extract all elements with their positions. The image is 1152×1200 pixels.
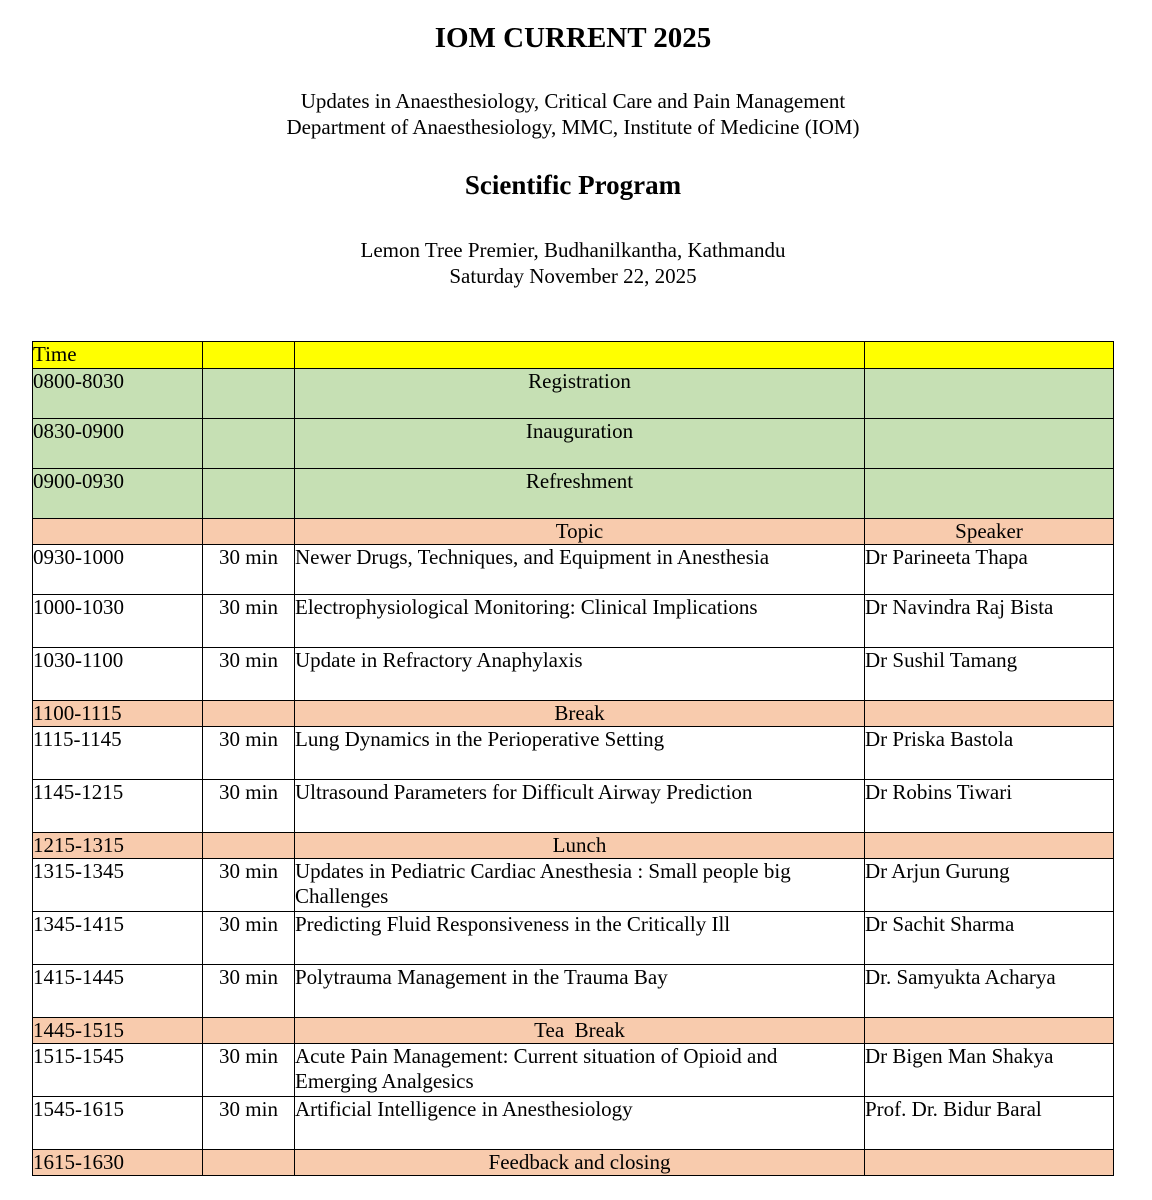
speaker-cell: Dr Priska Bastola xyxy=(865,727,1114,780)
topic-cell: Update in Refractory Anaphylaxis xyxy=(295,648,865,701)
table-row xyxy=(33,1097,1114,1150)
topic-cell: Polytrauma Management in the Trauma Bay xyxy=(295,965,865,1018)
time-cell: 1100-1115 xyxy=(33,701,203,727)
lunch-row xyxy=(33,833,1114,859)
table-row xyxy=(33,859,1114,912)
speaker-cell: Dr Sushil Tamang xyxy=(865,648,1114,701)
topic-speaker-header-row xyxy=(33,519,1114,545)
time-cell: 1415-1445 xyxy=(33,965,203,1018)
speaker-cell: Dr Parineeta Thapa xyxy=(865,545,1114,595)
subtitle: Updates in Anaesthesiology, Critical Care and Pain Management xyxy=(300,89,846,113)
time-cell: 0800-8030 xyxy=(33,369,203,419)
time-cell: 0930-1000 xyxy=(33,545,203,595)
time-cell: 1030-1100 xyxy=(33,648,203,701)
duration-cell: 30 min xyxy=(203,648,295,701)
table-row xyxy=(33,469,1114,519)
duration-cell: 30 min xyxy=(203,859,295,912)
speaker-cell: Dr Arjun Gurung xyxy=(865,859,1114,912)
program-title: Scientific Program xyxy=(464,170,682,200)
table-row xyxy=(33,419,1114,469)
speaker-cell: Dr Navindra Raj Bista xyxy=(865,595,1114,648)
department-line: Department of Anaesthesiology, MMC, Institute of Medicine (IOM) xyxy=(286,115,860,139)
table-row xyxy=(33,1044,1114,1097)
event-cell: Registration xyxy=(295,369,865,419)
topic-cell: Updates in Pediatric Cardiac Anesthesia : Small people big Challenges xyxy=(295,859,865,912)
topic-cell: Electrophysiological Monitoring: Clinical Implications xyxy=(295,595,865,648)
time-cell: 1215-1315 xyxy=(33,833,203,859)
time-cell: 1000-1030 xyxy=(33,595,203,648)
table-row xyxy=(33,780,1114,833)
event-cell: Inauguration xyxy=(295,419,865,469)
speaker-cell: Dr Robins Tiwari xyxy=(865,780,1114,833)
duration-cell: 30 min xyxy=(203,595,295,648)
event-cell: Feedback and closing xyxy=(295,1150,865,1176)
tea-break-row xyxy=(33,1018,1114,1044)
time-cell: 1615-1630 xyxy=(33,1150,203,1176)
speaker-cell: Prof. Dr. Bidur Baral xyxy=(865,1097,1114,1150)
time-cell: 0900-0930 xyxy=(33,469,203,519)
duration-cell: 30 min xyxy=(203,912,295,965)
topic-cell: Predicting Fluid Responsiveness in the Critically Ill xyxy=(295,912,865,965)
time-header: Time xyxy=(33,342,203,369)
topic-cell: Lung Dynamics in the Perioperative Setting xyxy=(295,727,865,780)
duration-cell: 30 min xyxy=(203,965,295,1018)
date-line: Saturday November 22, 2025 xyxy=(449,264,697,288)
table-row xyxy=(33,545,1114,595)
event-cell: Break xyxy=(295,701,865,727)
time-cell: 1315-1345 xyxy=(33,859,203,912)
event-cell: Tea Break xyxy=(295,1018,865,1044)
speaker-cell: Dr Bigen Man Shakya xyxy=(865,1044,1114,1097)
duration-cell: 30 min xyxy=(203,545,295,595)
closing-row xyxy=(33,1150,1114,1176)
venue-line: Lemon Tree Premier, Budhanilkantha, Kathmandu xyxy=(360,238,786,262)
table-row xyxy=(33,727,1114,780)
table-row xyxy=(33,648,1114,701)
time-cell: 0830-0900 xyxy=(33,419,203,469)
table-row xyxy=(33,595,1114,648)
time-cell: 1545-1615 xyxy=(33,1097,203,1150)
event-cell: Lunch xyxy=(295,833,865,859)
duration-cell: 30 min xyxy=(203,1044,295,1097)
break-row xyxy=(33,701,1114,727)
duration-cell: 30 min xyxy=(203,727,295,780)
table-row xyxy=(33,912,1114,965)
topic-cell: Newer Drugs, Techniques, and Equipment in Anesthesia xyxy=(295,545,865,595)
time-cell: 1145-1215 xyxy=(33,780,203,833)
time-cell: 1515-1545 xyxy=(33,1044,203,1097)
time-cell: 1115-1145 xyxy=(33,727,203,780)
speaker-cell: Dr. Samyukta Acharya xyxy=(865,965,1114,1018)
speaker-cell: Dr Sachit Sharma xyxy=(865,912,1114,965)
topic-cell: Ultrasound Parameters for Difficult Airway Prediction xyxy=(295,780,865,833)
event-cell: Refreshment xyxy=(295,469,865,519)
schedule-table xyxy=(32,341,1114,1176)
topic-cell: Acute Pain Management: Current situation of Opioid and Emerging Analgesics xyxy=(295,1044,865,1097)
speaker-header: Speaker xyxy=(865,519,1114,545)
table-header-row xyxy=(33,342,1114,369)
table-row xyxy=(33,369,1114,419)
table-row xyxy=(33,965,1114,1018)
topic-cell: Artificial Intelligence in Anesthesiology xyxy=(295,1097,865,1150)
duration-cell: 30 min xyxy=(203,1097,295,1150)
time-cell: 1345-1415 xyxy=(33,912,203,965)
time-cell: 1445-1515 xyxy=(33,1018,203,1044)
duration-cell: 30 min xyxy=(203,780,295,833)
topic-header: Topic xyxy=(295,519,865,545)
document-title: IOM CURRENT 2025 xyxy=(434,22,712,54)
